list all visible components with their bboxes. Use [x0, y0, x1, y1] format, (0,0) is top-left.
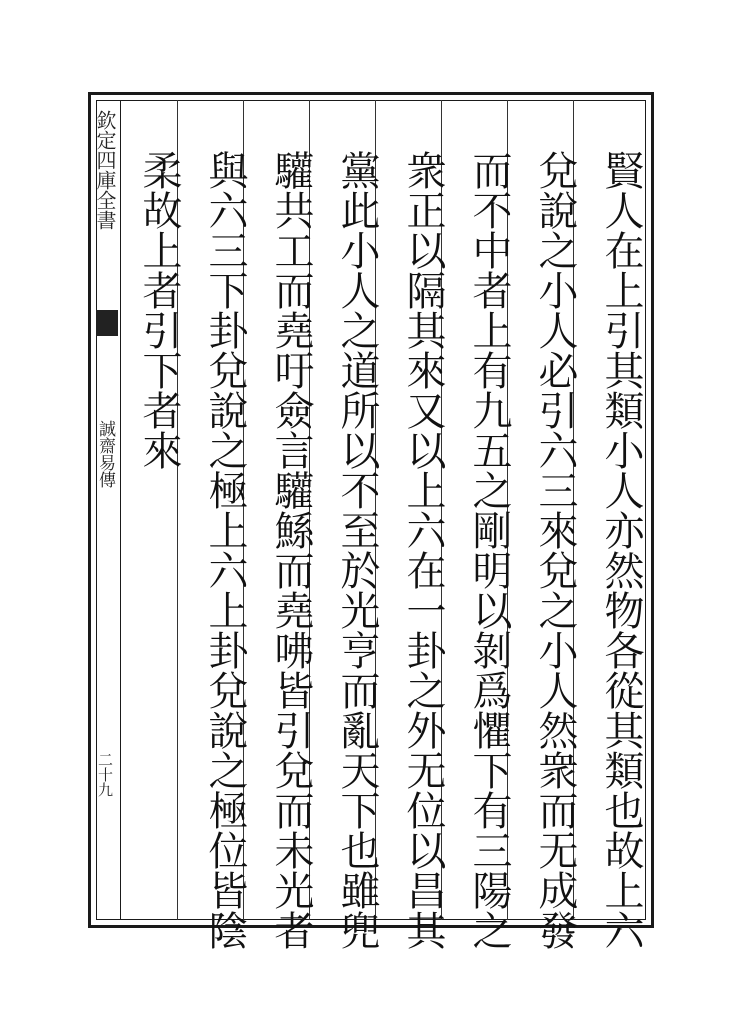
text-column-6: 驩共工而堯吁僉言驩鯀而堯咈皆引兌而未光者 — [268, 150, 314, 950]
page-number: 二十九 — [96, 752, 114, 797]
text-column-8: 柔故上者引下者來 — [136, 150, 182, 470]
text-column-4: 衆正以隔其來又以上六在一卦之外无位以昌其 — [400, 150, 446, 950]
text-column-5: 黨此小人之道所以不至於光亨而亂天下也雖兜 — [334, 150, 380, 950]
text-column-2: 兌說之小人必引六三來兌之小人然衆而无成發 — [532, 150, 578, 950]
collection-title: 欽定四庫全書 — [93, 110, 117, 230]
fishtail-mark — [96, 310, 118, 336]
text-column-7: 與六三下卦兌說之極上六上卦兌說之極位皆陰 — [202, 150, 248, 950]
book-title: 誠齋易傳 — [95, 420, 115, 488]
text-column-3: 而不中者上有九五之剛明以剝爲懼下有三陽之 — [466, 150, 512, 950]
text-column-1: 賢人在上引其類小人亦然物各從其類也故上六 — [598, 150, 644, 950]
